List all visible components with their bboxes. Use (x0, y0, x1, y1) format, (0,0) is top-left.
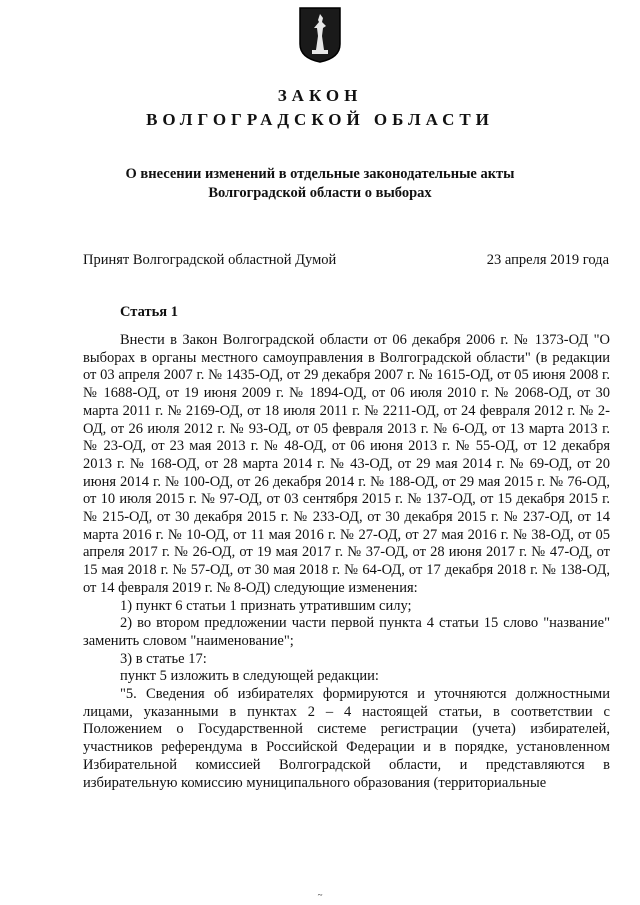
paragraph-item-3: 3) в статье 17: (120, 650, 207, 667)
paragraph-item-2: 2) во втором предложении части первой пункта 4 статьи 15 слово "название" заменить словом "наименование"; (83, 615, 610, 649)
subject-line-1: О внесении изменений в отдельные законодательные акты (125, 166, 515, 182)
article-heading: Статья 1 (120, 304, 178, 320)
region-title: ВОЛГОГРАДСКОЙ ОБЛАСТИ (146, 110, 494, 129)
adopted-by: Принят Волгоградской областной Думой (83, 252, 337, 268)
paragraph-item-3-text: "5. Сведения об избирателях формируются и уточняются должностными лицами, указанными в пунктах 2 – 4 настоящей статьи, в соответствии с Положением о Государственной системе регистрации (учета) избирателей, участников референдума в Российской Федерации и в порядке, установленном Избирательной комиссией Волгоградской области, и представляются в избирательную комиссию муниципального образования (территориальные (83, 686, 610, 791)
adoption-date: 23 апреля 2019 года (486, 252, 609, 268)
law-subject (60, 165, 580, 203)
article-body (83, 332, 610, 792)
subject-line-2: Волгоградской области о выборах (208, 185, 432, 201)
footer-mark: ~ (317, 890, 323, 900)
paragraph-item-1: 1) пункт 6 статьи 1 признать утратившим силу; (120, 597, 412, 614)
paragraph-amend-intro: Внести в Закон Волгоградской области от 06 декабря 2006 г. № 1373-ОД "О выборах в органы местного самоуправления в Волгоградской области" (в редакции от 03 апреля 2007 г. № 1435-ОД, от 29 декабря 2007 г. № 1615-ОД, от 05 июня 2008 г. № 1688-ОД, от 19 июня 2009 г. № 1894-ОД, от 06 июля 2010 г. № 2068-ОД, от 30 марта 2011 г. № 2169-ОД, от 18 июля 2011 г. № 2211-ОД, от 24 февраля 2012 г. № 2-ОД, от 26 июля 2012 г. № 93-ОД, от 05 февраля 2013 г. № 6-ОД, от 13 марта 2013 г. № 23-ОД, от 23 мая 2013 г. № 48-ОД, от 06 июня 2013 г. № 55-ОД, от 12 декабря 2013 г. № 168-ОД, от 28 марта 2014 г. № 43-ОД, от 29 мая 2014 г. № 69-ОД, от 20 июня 2014 г. № 100-ОД, от 26 декабря 2014 г. № 188-ОД, от 29 мая 2015 г. № 76-ОД, от 10 июля 2015 г. № 97-ОД, от 03 сентября 2015 г. № 137-ОД, от 15 декабря 2015 г. № 215-ОД, от 30 декабря 2015 г. № 233-ОД, от 30 декабря 2015 г. № 237-ОД, от 14 марта 2016 г. № 10-ОД, от 11 мая 2016 г. № 27-ОД, от 27 мая 2016 г. № 38-ОД, от 05 апреля 2017 г. № 26-ОД, от 19 мая 2017 г. № 37-ОД, от 28 июня 2017 г. № 47-ОД, от 15 мая 2018 г. № 57-ОД, от 30 мая 2018 г. № 64-ОД, от 17 декабря 2018 г. № 138-ОД, от 14 февраля 2019 г. № 8-ОД) следующие изменения: (83, 332, 610, 596)
document-type-title: ЗАКОН (277, 86, 363, 105)
paragraph-item-3-intro: пункт 5 изложить в следующей редакции: (120, 668, 379, 685)
coat-of-arms-emblem (298, 6, 342, 64)
